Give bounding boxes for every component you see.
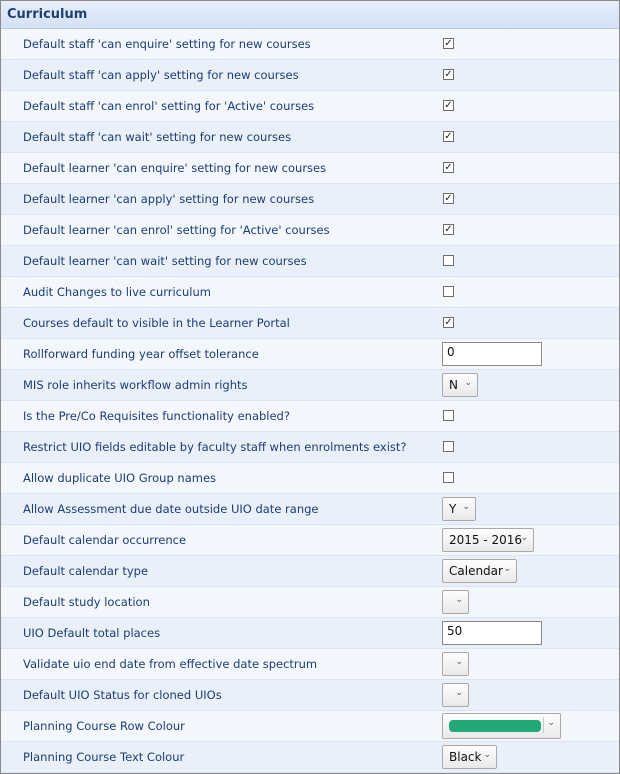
setting-row-uio-total-places — [1, 618, 619, 649]
setting-label: Planning Course Text Colour — [23, 750, 185, 764]
setting-label: Audit Changes to live curriculum — [23, 285, 211, 299]
calendar-type-select[interactable] — [442, 559, 517, 583]
learner-can-enrol-checkbox[interactable]: ✓ — [444, 224, 453, 235]
setting-label: Default staff 'can apply' setting for new courses — [23, 68, 299, 82]
setting-row-learner-can-wait — [1, 246, 619, 277]
text-colour-select[interactable] — [442, 745, 497, 769]
chevron-down-icon: ⌄ — [455, 657, 463, 667]
setting-row-study-location — [1, 587, 619, 618]
chevron-down-icon: ⌄ — [520, 533, 528, 543]
learner-can-wait-checkbox[interactable] — [443, 255, 454, 266]
setting-row-staff-can-enrol — [1, 91, 619, 122]
setting-label: UIO Default total places — [23, 626, 161, 640]
chevron-down-icon: ⌄ — [462, 502, 470, 512]
select-value: 2015 - 2016 — [449, 533, 523, 547]
setting-row-learner-can-apply — [1, 184, 619, 215]
study-location-select[interactable] — [442, 590, 469, 614]
learner-can-apply-checkbox[interactable]: ✓ — [444, 193, 453, 204]
setting-row-planning-row-colour — [1, 711, 619, 742]
setting-row-learner-can-enquire — [1, 153, 619, 184]
setting-label: Default UIO Status for cloned UIOs — [23, 688, 222, 702]
setting-row-duplicate-uio-group — [1, 463, 619, 494]
setting-label: Default staff 'can enquire' setting for new courses — [23, 37, 311, 51]
setting-label: Courses default to visible in the Learner Portal — [23, 316, 290, 330]
rollforward-offset-input[interactable]: 0 — [442, 342, 542, 366]
setting-row-calendar-occurrence — [1, 525, 619, 556]
setting-row-planning-text-colour — [1, 742, 619, 773]
setting-label: Allow duplicate UIO Group names — [23, 471, 217, 485]
setting-label: Default staff 'can wait' setting for new courses — [23, 130, 292, 144]
setting-row-uio-status-cloned — [1, 680, 619, 711]
staff-can-apply-checkbox[interactable]: ✓ — [444, 69, 453, 80]
audit-changes-checkbox[interactable] — [443, 286, 454, 297]
setting-label: Default learner 'can wait' setting for new courses — [23, 254, 307, 268]
restrict-uio-fields-checkbox[interactable] — [443, 441, 454, 452]
setting-row-visible-in-learner-portal — [1, 308, 619, 339]
setting-label: Default calendar occurrence — [23, 533, 187, 547]
setting-label: Default learner 'can enrol' setting for 'Active' courses — [23, 223, 330, 237]
setting-label: Allow Assessment due date outside UIO date range — [23, 502, 319, 516]
setting-row-staff-can-apply — [1, 60, 619, 91]
setting-row-staff-can-wait — [1, 122, 619, 153]
setting-label: Default calendar type — [23, 564, 149, 578]
setting-label: Rollforward funding year offset tolerance — [23, 347, 259, 361]
chevron-down-icon: ⌄ — [503, 564, 511, 574]
setting-label: Restrict UIO fields editable by faculty staff when enrolments exist? — [23, 440, 407, 454]
chevron-down-icon: ⌄ — [455, 688, 463, 698]
select-value: N — [449, 378, 458, 392]
chevron-down-icon: ⌄ — [483, 750, 491, 760]
select-value: Calendar — [449, 564, 503, 578]
row-colour-picker[interactable] — [442, 713, 561, 739]
setting-row-calendar-type — [1, 556, 619, 587]
select-value: Black — [449, 750, 482, 764]
visible-in-portal-checkbox[interactable]: ✓ — [444, 317, 453, 328]
setting-row-validate-uio-end-date — [1, 649, 619, 680]
picker-divider — [543, 717, 544, 733]
setting-label: Default learner 'can apply' setting for new courses — [23, 192, 315, 206]
setting-label: Planning Course Row Colour — [23, 719, 185, 733]
panel-title: Curriculum — [1, 1, 619, 29]
setting-row-audit-changes — [1, 277, 619, 308]
chevron-down-icon: ⌄ — [455, 595, 463, 605]
staff-can-enquire-checkbox[interactable]: ✓ — [444, 38, 453, 49]
setting-label: Is the Pre/Co Requisites functionality enabled? — [23, 409, 290, 423]
setting-row-mis-role-inherits — [1, 370, 619, 401]
duplicate-uio-group-checkbox[interactable] — [443, 472, 454, 483]
setting-label: Validate uio end date from effective date spectrum — [23, 657, 318, 671]
setting-label: Default study location — [23, 595, 150, 609]
uio-status-cloned-select[interactable] — [442, 683, 469, 707]
setting-row-restrict-uio-fields — [1, 432, 619, 463]
learner-can-enquire-checkbox[interactable]: ✓ — [444, 162, 453, 173]
staff-can-enrol-checkbox[interactable]: ✓ — [444, 100, 453, 111]
select-value: Y — [449, 502, 457, 516]
chevron-down-icon: ⌄ — [464, 378, 472, 388]
calendar-occurrence-select[interactable] — [442, 528, 534, 552]
settings-list — [1, 29, 619, 773]
setting-label: Default staff 'can enrol' setting for 'Active' courses — [23, 99, 315, 113]
chevron-down-icon: ⌄ — [547, 718, 555, 728]
assessment-due-date-select[interactable] — [442, 497, 476, 521]
setting-row-assessment-due-date — [1, 494, 619, 525]
setting-row-learner-can-enrol — [1, 215, 619, 246]
setting-row-prereq-enabled — [1, 401, 619, 432]
mis-role-inherits-select[interactable] — [442, 373, 478, 397]
validate-uio-end-date-select[interactable] — [442, 652, 469, 676]
staff-can-wait-checkbox[interactable]: ✓ — [444, 131, 453, 142]
prereq-enabled-checkbox[interactable] — [443, 410, 454, 421]
uio-total-places-input[interactable]: 50 — [442, 621, 542, 645]
setting-label: Default learner 'can enquire' setting for new courses — [23, 161, 327, 175]
colour-swatch — [449, 720, 541, 732]
setting-row-staff-can-enquire — [1, 29, 619, 60]
setting-row-rollforward-offset — [1, 339, 619, 370]
setting-label: MIS role inherits workflow admin rights — [23, 378, 248, 392]
